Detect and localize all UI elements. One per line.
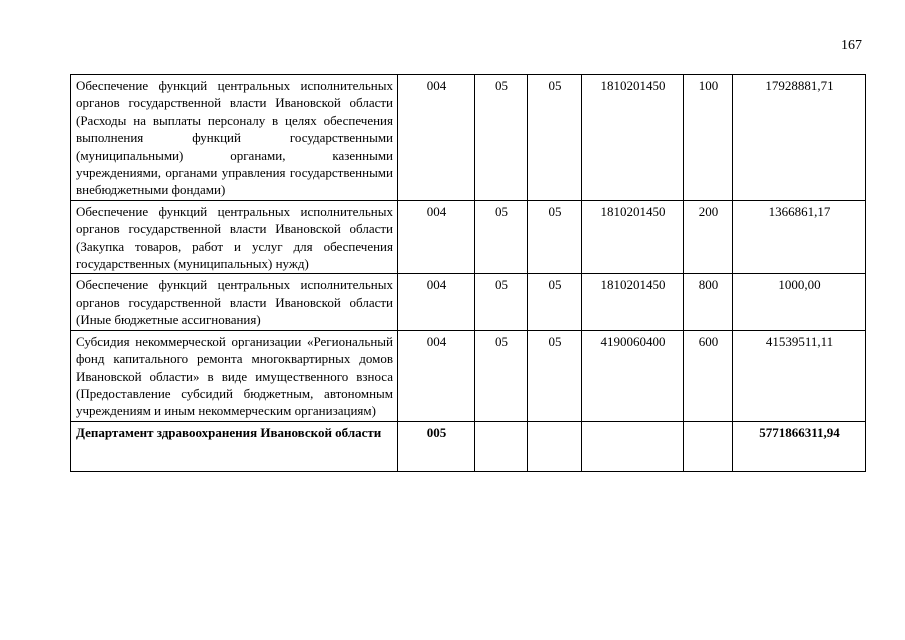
department-name-cell: Департамент здравоохранения Ивановской области bbox=[71, 421, 398, 471]
expense-name-cell: Субсидия некоммерческой организации «Региональный фонд капитального ремонта многоквартирных домов Ивановской области» в виде имущественного взноса (Предоставление субсидий бюджетным, автономным учреждениям и иным некоммерческим организациям) bbox=[71, 330, 398, 421]
expense-type-cell: 200 bbox=[684, 200, 733, 274]
expense-name-cell: Обеспечение функций центральных исполнительных органов государственной власти Ивановской области (Расходы на выплаты персоналу в целях обеспечения выполнения функций государственными (муниципальными) органами, казенными учреждениями, органами управления государственными внебюджетными фондами) bbox=[71, 75, 398, 201]
target-code-cell: 1810201450 bbox=[582, 75, 684, 201]
amount-cell: 1000,00 bbox=[733, 274, 866, 330]
section-code-cell: 05 bbox=[475, 200, 528, 274]
expense-type-cell bbox=[684, 421, 733, 471]
subsection-code-cell: 05 bbox=[528, 330, 582, 421]
table-row bbox=[71, 75, 866, 201]
section-code-cell: 05 bbox=[475, 75, 528, 201]
page-number: 167 bbox=[841, 38, 862, 53]
amount-cell: 41539511,11 bbox=[733, 330, 866, 421]
target-code-cell: 1810201450 bbox=[582, 200, 684, 274]
department-total-amount-cell: 5771866311,94 bbox=[733, 421, 866, 471]
expense-type-cell: 600 bbox=[684, 330, 733, 421]
section-code-cell: 05 bbox=[475, 274, 528, 330]
expense-name-cell: Обеспечение функций центральных исполнительных органов государственной власти Ивановской области (Закупка товаров, работ и услуг для обеспечения государственных (муниципальных) нужд) bbox=[71, 200, 398, 274]
target-code-cell: 1810201450 bbox=[582, 274, 684, 330]
section-code-cell: 05 bbox=[475, 330, 528, 421]
table-row bbox=[71, 274, 866, 330]
amount-cell: 17928881,71 bbox=[733, 75, 866, 201]
ministry-code-cell: 004 bbox=[398, 200, 475, 274]
ministry-code-cell: 004 bbox=[398, 274, 475, 330]
ministry-code-cell: 004 bbox=[398, 330, 475, 421]
subsection-code-cell: 05 bbox=[528, 200, 582, 274]
expense-type-cell: 100 bbox=[684, 75, 733, 201]
subsection-code-cell bbox=[528, 421, 582, 471]
subsection-code-cell: 05 bbox=[528, 75, 582, 201]
amount-cell: 1366861,17 bbox=[733, 200, 866, 274]
expense-name-cell: Обеспечение функций центральных исполнительных органов государственной власти Ивановской области (Иные бюджетные ассигнования) bbox=[71, 274, 398, 330]
section-code-cell bbox=[475, 421, 528, 471]
ministry-code-cell: 004 bbox=[398, 75, 475, 201]
expense-type-cell: 800 bbox=[684, 274, 733, 330]
department-total-row bbox=[71, 421, 866, 471]
table-row bbox=[71, 330, 866, 421]
subsection-code-cell: 05 bbox=[528, 274, 582, 330]
table-row bbox=[71, 200, 866, 274]
budget-table bbox=[70, 74, 866, 472]
target-code-cell bbox=[582, 421, 684, 471]
target-code-cell: 4190060400 bbox=[582, 330, 684, 421]
ministry-code-cell: 005 bbox=[398, 421, 475, 471]
